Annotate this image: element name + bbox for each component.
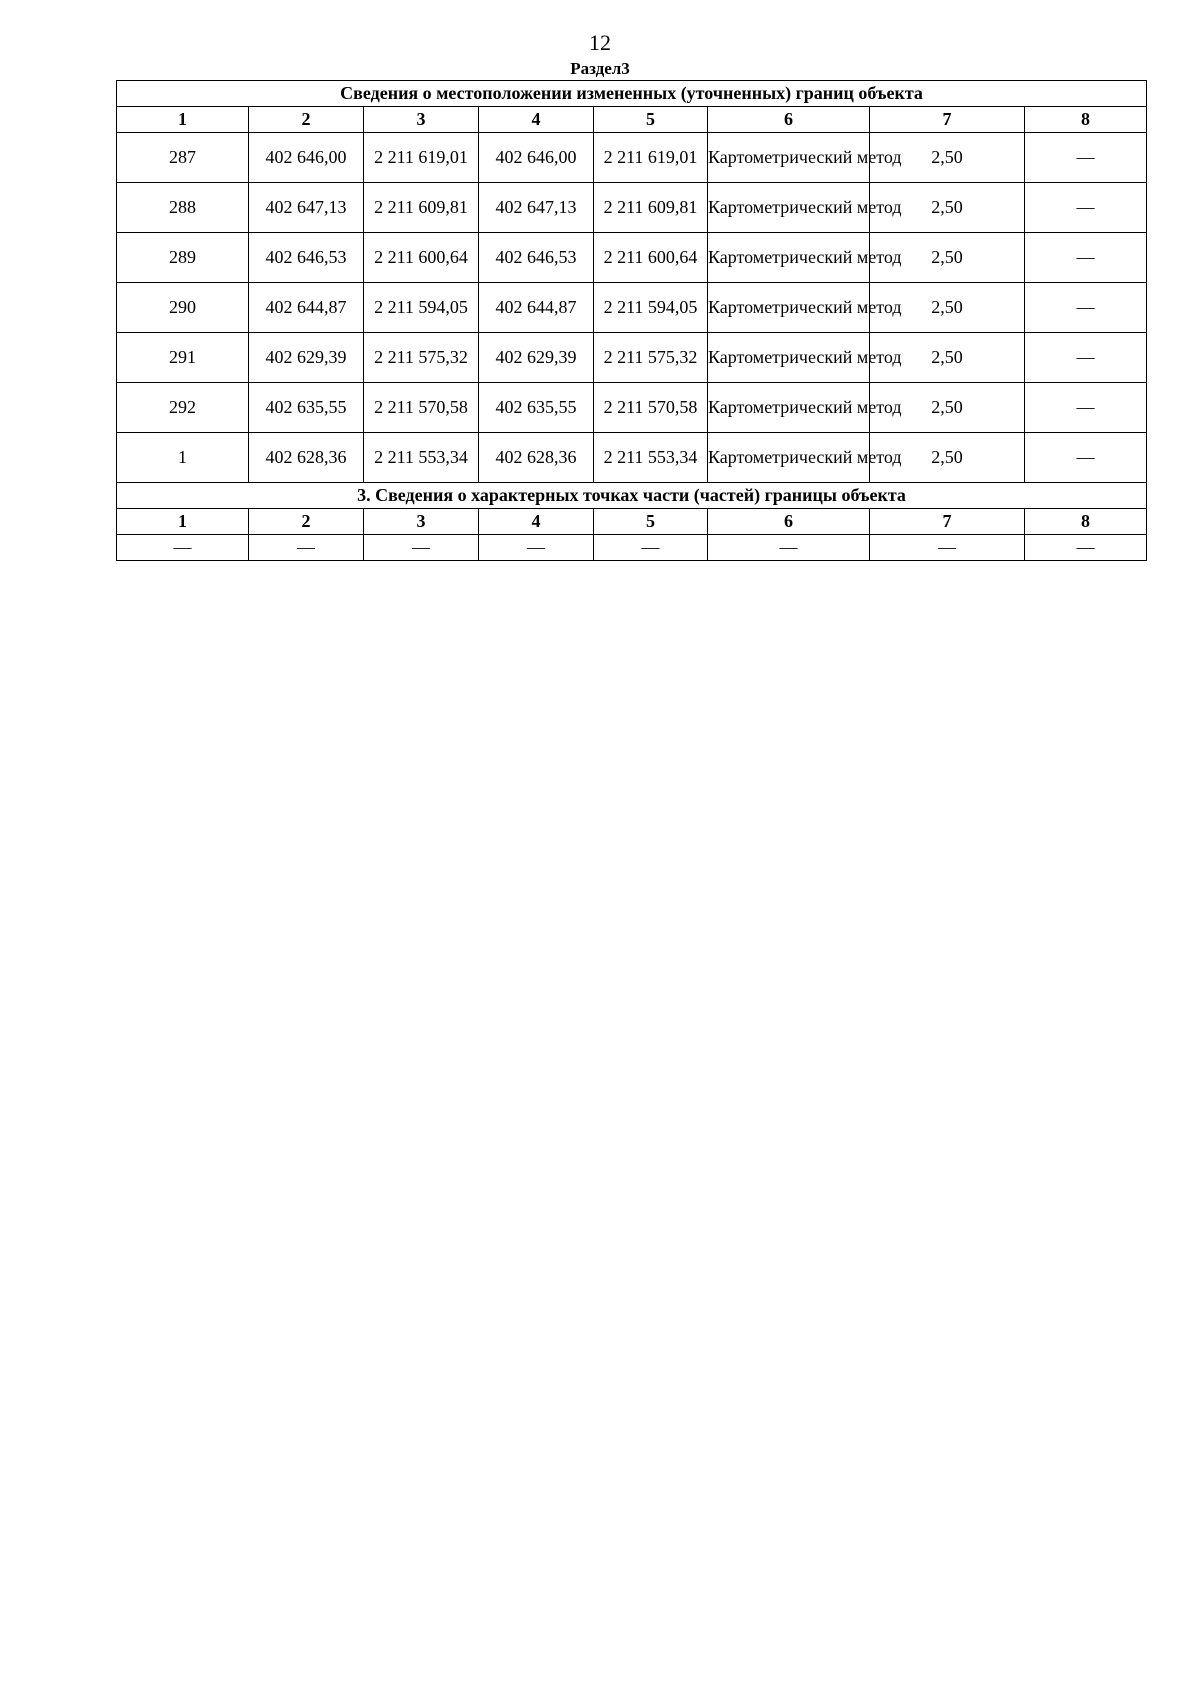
table-row: [117, 133, 1147, 183]
accuracy-cell: 2,50: [870, 233, 1025, 283]
description-cell: —: [1025, 133, 1147, 183]
method-cell: Картометрический метод: [708, 333, 870, 383]
x-new-cell: 402 646,53: [479, 233, 594, 283]
point-number-cell: 291: [117, 333, 249, 383]
column-number: 8: [1025, 107, 1147, 133]
table-row: [117, 433, 1147, 483]
point-number-cell: —: [117, 535, 249, 561]
method-cell: —: [708, 535, 870, 561]
accuracy-cell: 2,50: [870, 433, 1025, 483]
table2-column-numbers: [117, 509, 1147, 535]
point-number-cell: 287: [117, 133, 249, 183]
y-existing-cell: 2 211 619,01: [364, 133, 479, 183]
column-number: 3: [364, 509, 479, 535]
column-number: 4: [479, 107, 594, 133]
x-new-cell: —: [479, 535, 594, 561]
table-row: [117, 383, 1147, 433]
column-number: 6: [708, 107, 870, 133]
accuracy-cell: 2,50: [870, 133, 1025, 183]
table1-title-row: [117, 81, 1147, 107]
point-number-cell: 288: [117, 183, 249, 233]
y-new-cell: 2 211 594,05: [594, 283, 708, 333]
x-existing-cell: 402 629,39: [249, 333, 364, 383]
description-cell: —: [1025, 383, 1147, 433]
accuracy-cell: 2,50: [870, 333, 1025, 383]
x-existing-cell: 402 646,00: [249, 133, 364, 183]
x-new-cell: 402 635,55: [479, 383, 594, 433]
y-existing-cell: 2 211 553,34: [364, 433, 479, 483]
table-row: [117, 183, 1147, 233]
y-new-cell: —: [594, 535, 708, 561]
table-row: [117, 283, 1147, 333]
table1-column-numbers: [117, 107, 1147, 133]
x-existing-cell: 402 628,36: [249, 433, 364, 483]
description-cell: —: [1025, 283, 1147, 333]
x-existing-cell: 402 647,13: [249, 183, 364, 233]
y-new-cell: 2 211 619,01: [594, 133, 708, 183]
y-new-cell: 2 211 570,58: [594, 383, 708, 433]
column-number: 2: [249, 509, 364, 535]
column-number: 2: [249, 107, 364, 133]
column-number: 8: [1025, 509, 1147, 535]
description-cell: —: [1025, 535, 1147, 561]
column-number: 7: [870, 107, 1025, 133]
accuracy-cell: 2,50: [870, 283, 1025, 333]
y-new-cell: 2 211 609,81: [594, 183, 708, 233]
page-number: 12: [589, 30, 611, 55]
method-cell: Картометрический метод: [708, 133, 870, 183]
method-cell: Картометрический метод: [708, 433, 870, 483]
accuracy-cell: 2,50: [870, 183, 1025, 233]
table1-title: Сведения о местоположении измененных (уточненных) границ объекта: [117, 81, 1147, 107]
column-number: 5: [594, 509, 708, 535]
description-cell: —: [1025, 183, 1147, 233]
method-cell: Картометрический метод: [708, 383, 870, 433]
y-new-cell: 2 211 600,64: [594, 233, 708, 283]
x-new-cell: 402 647,13: [479, 183, 594, 233]
table-body: [117, 81, 1147, 561]
column-number: 3: [364, 107, 479, 133]
column-number: 6: [708, 509, 870, 535]
y-existing-cell: —: [364, 535, 479, 561]
table-row: [117, 535, 1147, 561]
column-number: 5: [594, 107, 708, 133]
method-cell: Картометрический метод: [708, 183, 870, 233]
x-new-cell: 402 644,87: [479, 283, 594, 333]
table2-title: 3. Сведения о характерных точках части (частей) границы объекта: [117, 483, 1147, 509]
column-number: 7: [870, 509, 1025, 535]
y-existing-cell: 2 211 570,58: [364, 383, 479, 433]
y-new-cell: 2 211 553,34: [594, 433, 708, 483]
y-existing-cell: 2 211 609,81: [364, 183, 479, 233]
coordinates-table: [116, 80, 1147, 561]
x-new-cell: 402 646,00: [479, 133, 594, 183]
point-number-cell: 290: [117, 283, 249, 333]
point-number-cell: 1: [117, 433, 249, 483]
description-cell: —: [1025, 433, 1147, 483]
table-row: [117, 333, 1147, 383]
x-new-cell: 402 628,36: [479, 433, 594, 483]
column-number: 4: [479, 509, 594, 535]
x-existing-cell: 402 644,87: [249, 283, 364, 333]
method-cell: Картометрический метод: [708, 233, 870, 283]
column-number: 1: [117, 509, 249, 535]
point-number-cell: 289: [117, 233, 249, 283]
table-row: [117, 233, 1147, 283]
y-existing-cell: 2 211 575,32: [364, 333, 479, 383]
column-number: 1: [117, 107, 249, 133]
description-cell: —: [1025, 333, 1147, 383]
accuracy-cell: —: [870, 535, 1025, 561]
y-existing-cell: 2 211 594,05: [364, 283, 479, 333]
point-number-cell: 292: [117, 383, 249, 433]
section-title: Раздел3: [570, 59, 630, 78]
x-existing-cell: —: [249, 535, 364, 561]
x-existing-cell: 402 646,53: [249, 233, 364, 283]
table2-title-row: [117, 483, 1147, 509]
x-new-cell: 402 629,39: [479, 333, 594, 383]
accuracy-cell: 2,50: [870, 383, 1025, 433]
description-cell: —: [1025, 233, 1147, 283]
method-cell: Картометрический метод: [708, 283, 870, 333]
y-new-cell: 2 211 575,32: [594, 333, 708, 383]
x-existing-cell: 402 635,55: [249, 383, 364, 433]
y-existing-cell: 2 211 600,64: [364, 233, 479, 283]
